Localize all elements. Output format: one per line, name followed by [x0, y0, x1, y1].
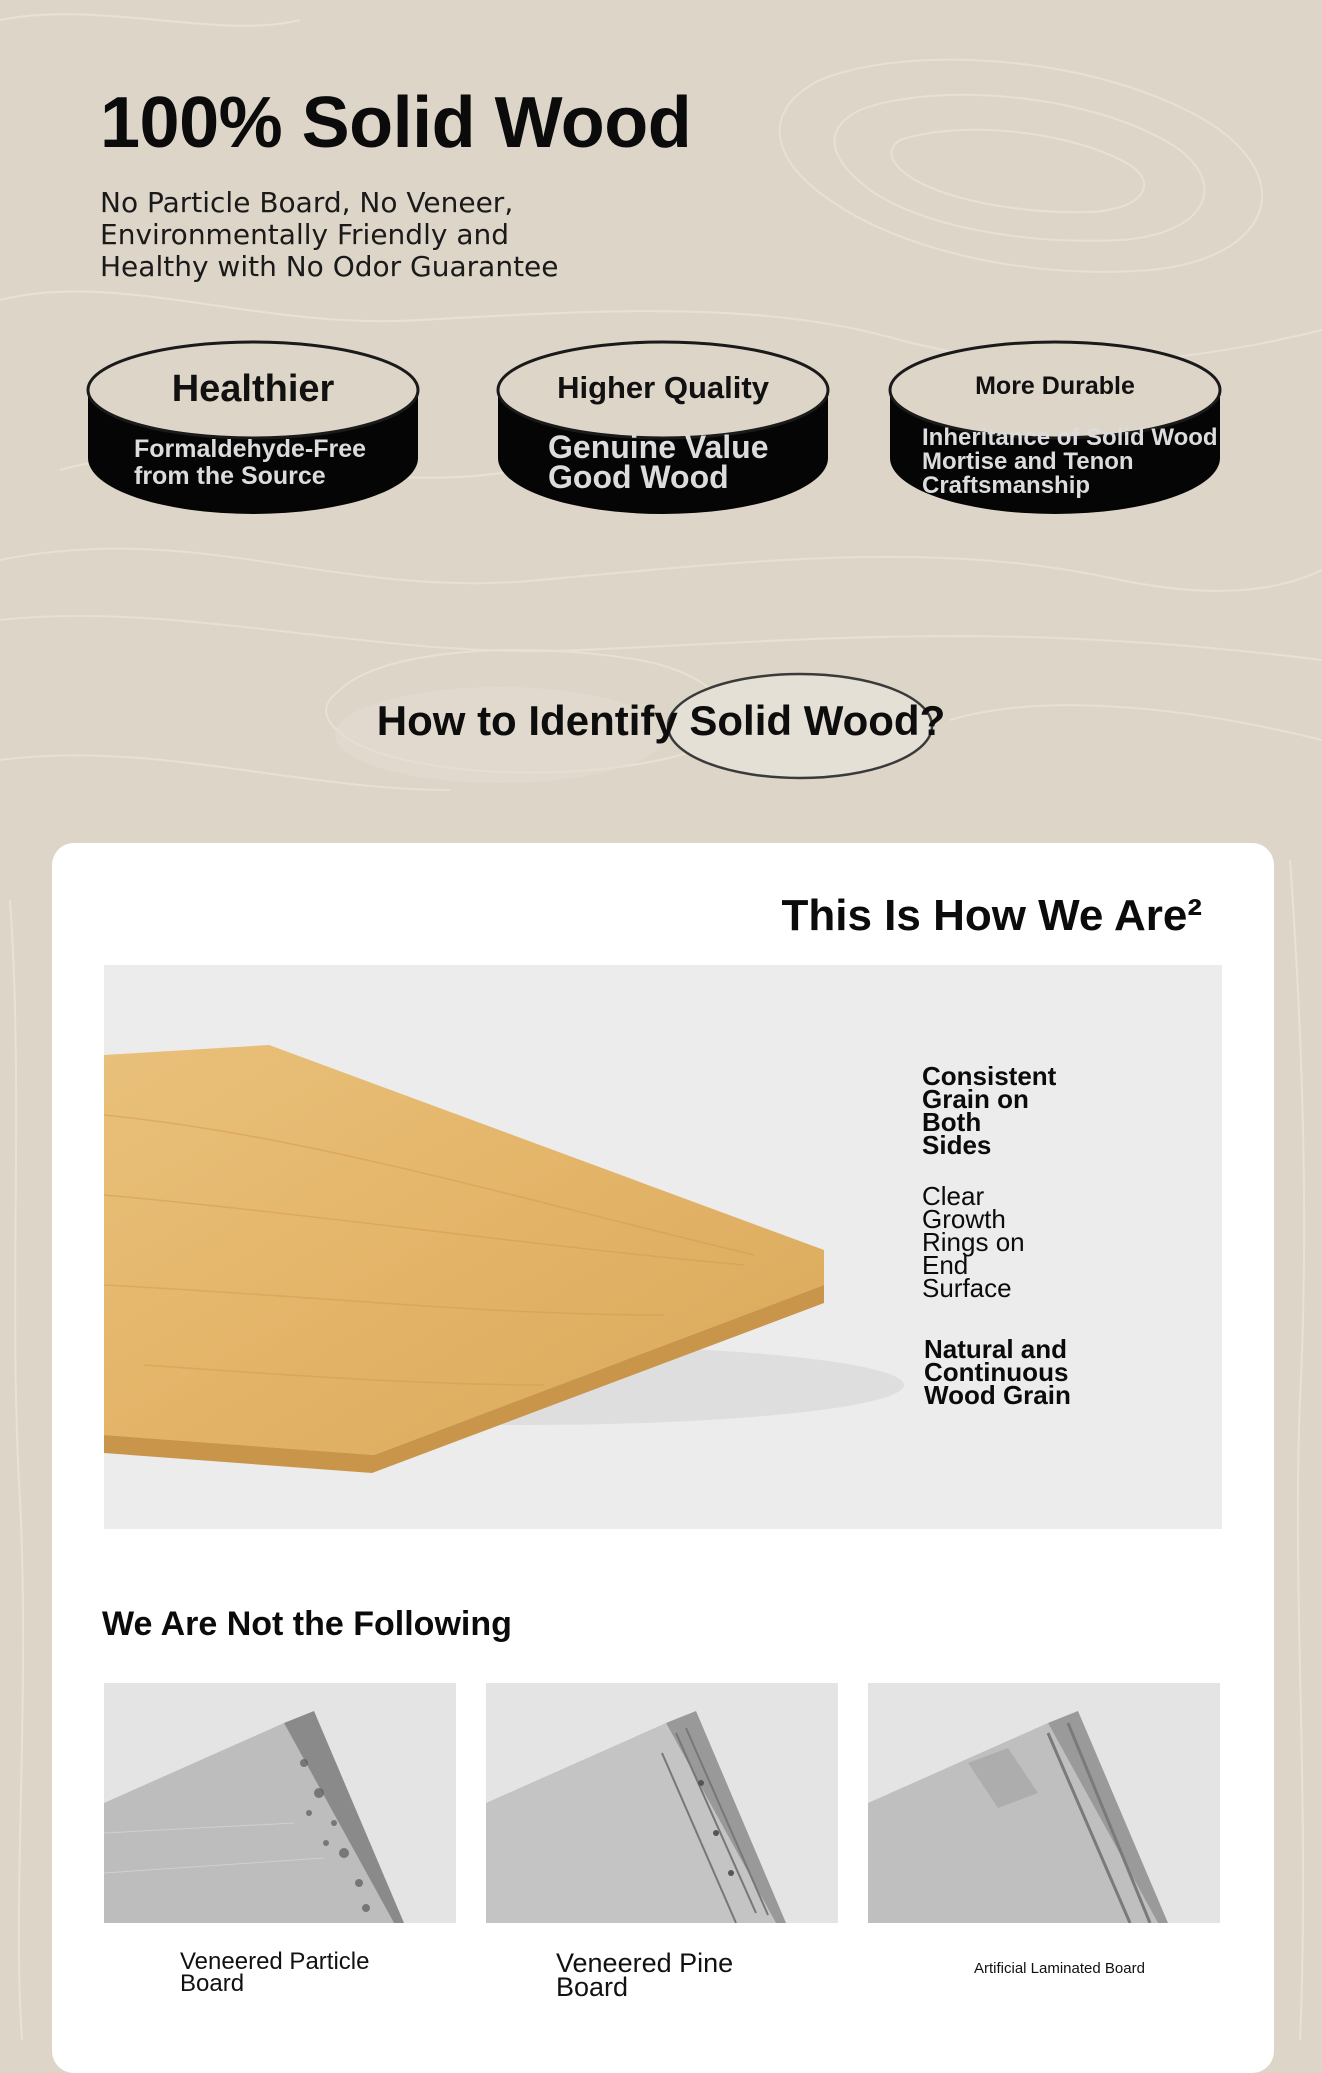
- subtitle-line: No Particle Board, No Veneer,: [100, 186, 514, 219]
- feature-description: [922, 426, 1218, 498]
- tile-label-line: Board: [556, 1972, 629, 2002]
- solid-wood-card: [52, 843, 1274, 2073]
- laminated-board-image: [868, 1683, 1220, 1923]
- feature-point-line: Grain on: [922, 1084, 1029, 1114]
- feature-point-line: End: [922, 1250, 969, 1280]
- feature-higher-quality: [496, 340, 830, 516]
- feature-point-line: Clear: [922, 1181, 985, 1211]
- feature-point-line: Surface: [922, 1273, 1012, 1303]
- feature-line: from the Source: [134, 462, 326, 490]
- feature-healthier: [86, 340, 420, 516]
- hero-subtitle: [100, 187, 620, 283]
- feature-point-line: Rings on: [922, 1227, 1025, 1257]
- not-following-title: We Are Not the Following: [102, 1605, 512, 1643]
- pine-board-image: [486, 1683, 838, 1923]
- how-we-are-title: This Is How We Are²: [781, 891, 1202, 940]
- feature-point-grain: [922, 1061, 1057, 1160]
- feature-point-line: Growth: [922, 1204, 1006, 1234]
- solid-wood-board-image: [104, 965, 1222, 1529]
- feature-line: Mortise and Tenon: [922, 448, 1134, 475]
- tile-label-line: Veneered Pine: [556, 1948, 734, 1978]
- tile-label: [180, 1948, 370, 1997]
- particle-board-icon: [104, 1683, 456, 1923]
- pine-board-icon: [486, 1683, 838, 1923]
- feature-point-line: Wood Grain: [924, 1380, 1071, 1410]
- particle-board-image: [104, 1683, 456, 1923]
- feature-title: Healthier: [171, 368, 335, 410]
- feature-title: More Durable: [975, 372, 1135, 400]
- laminated-board-icon: [868, 1683, 1220, 1923]
- feature-point-natural: [924, 1334, 1071, 1410]
- feature-line: Good Wood: [548, 459, 729, 495]
- wood-board-icon: [104, 965, 1222, 1529]
- feature-line: Genuine Value: [548, 429, 769, 465]
- feature-point-line: Consistent: [922, 1061, 1057, 1091]
- feature-point-line: Both: [922, 1107, 982, 1137]
- feature-point-line: Natural and: [924, 1334, 1068, 1364]
- feature-more-durable: [888, 340, 1222, 516]
- feature-title: Higher Quality: [557, 370, 769, 405]
- tile-label: [556, 1948, 734, 2002]
- subtitle-line: Environmentally Friendly and: [100, 218, 510, 251]
- feature-point-line: Continuous: [924, 1357, 1069, 1387]
- tile-label-line: Veneered Particle: [180, 1948, 370, 1975]
- identify-title: How to Identify Solid Wood?: [376, 697, 946, 744]
- page-title: 100% Solid Wood: [100, 83, 692, 163]
- feature-point-rings: [922, 1181, 1025, 1303]
- feature-point-line: Sides: [922, 1130, 992, 1160]
- tile-label-line: Board: [180, 1970, 245, 1997]
- tile-label: [974, 1961, 1145, 1977]
- feature-line: Formaldehyde-Free: [134, 435, 367, 463]
- feature-line: Craftsmanship: [922, 472, 1091, 499]
- feature-description: [134, 436, 366, 490]
- feature-description: [548, 429, 769, 495]
- subtitle-line: Healthy with No Odor Guarantee: [100, 250, 559, 283]
- tile-label-line: Artificial Laminated Board: [974, 1960, 1145, 1977]
- feature-line: Inheritance of Solid Wood: [922, 424, 1218, 451]
